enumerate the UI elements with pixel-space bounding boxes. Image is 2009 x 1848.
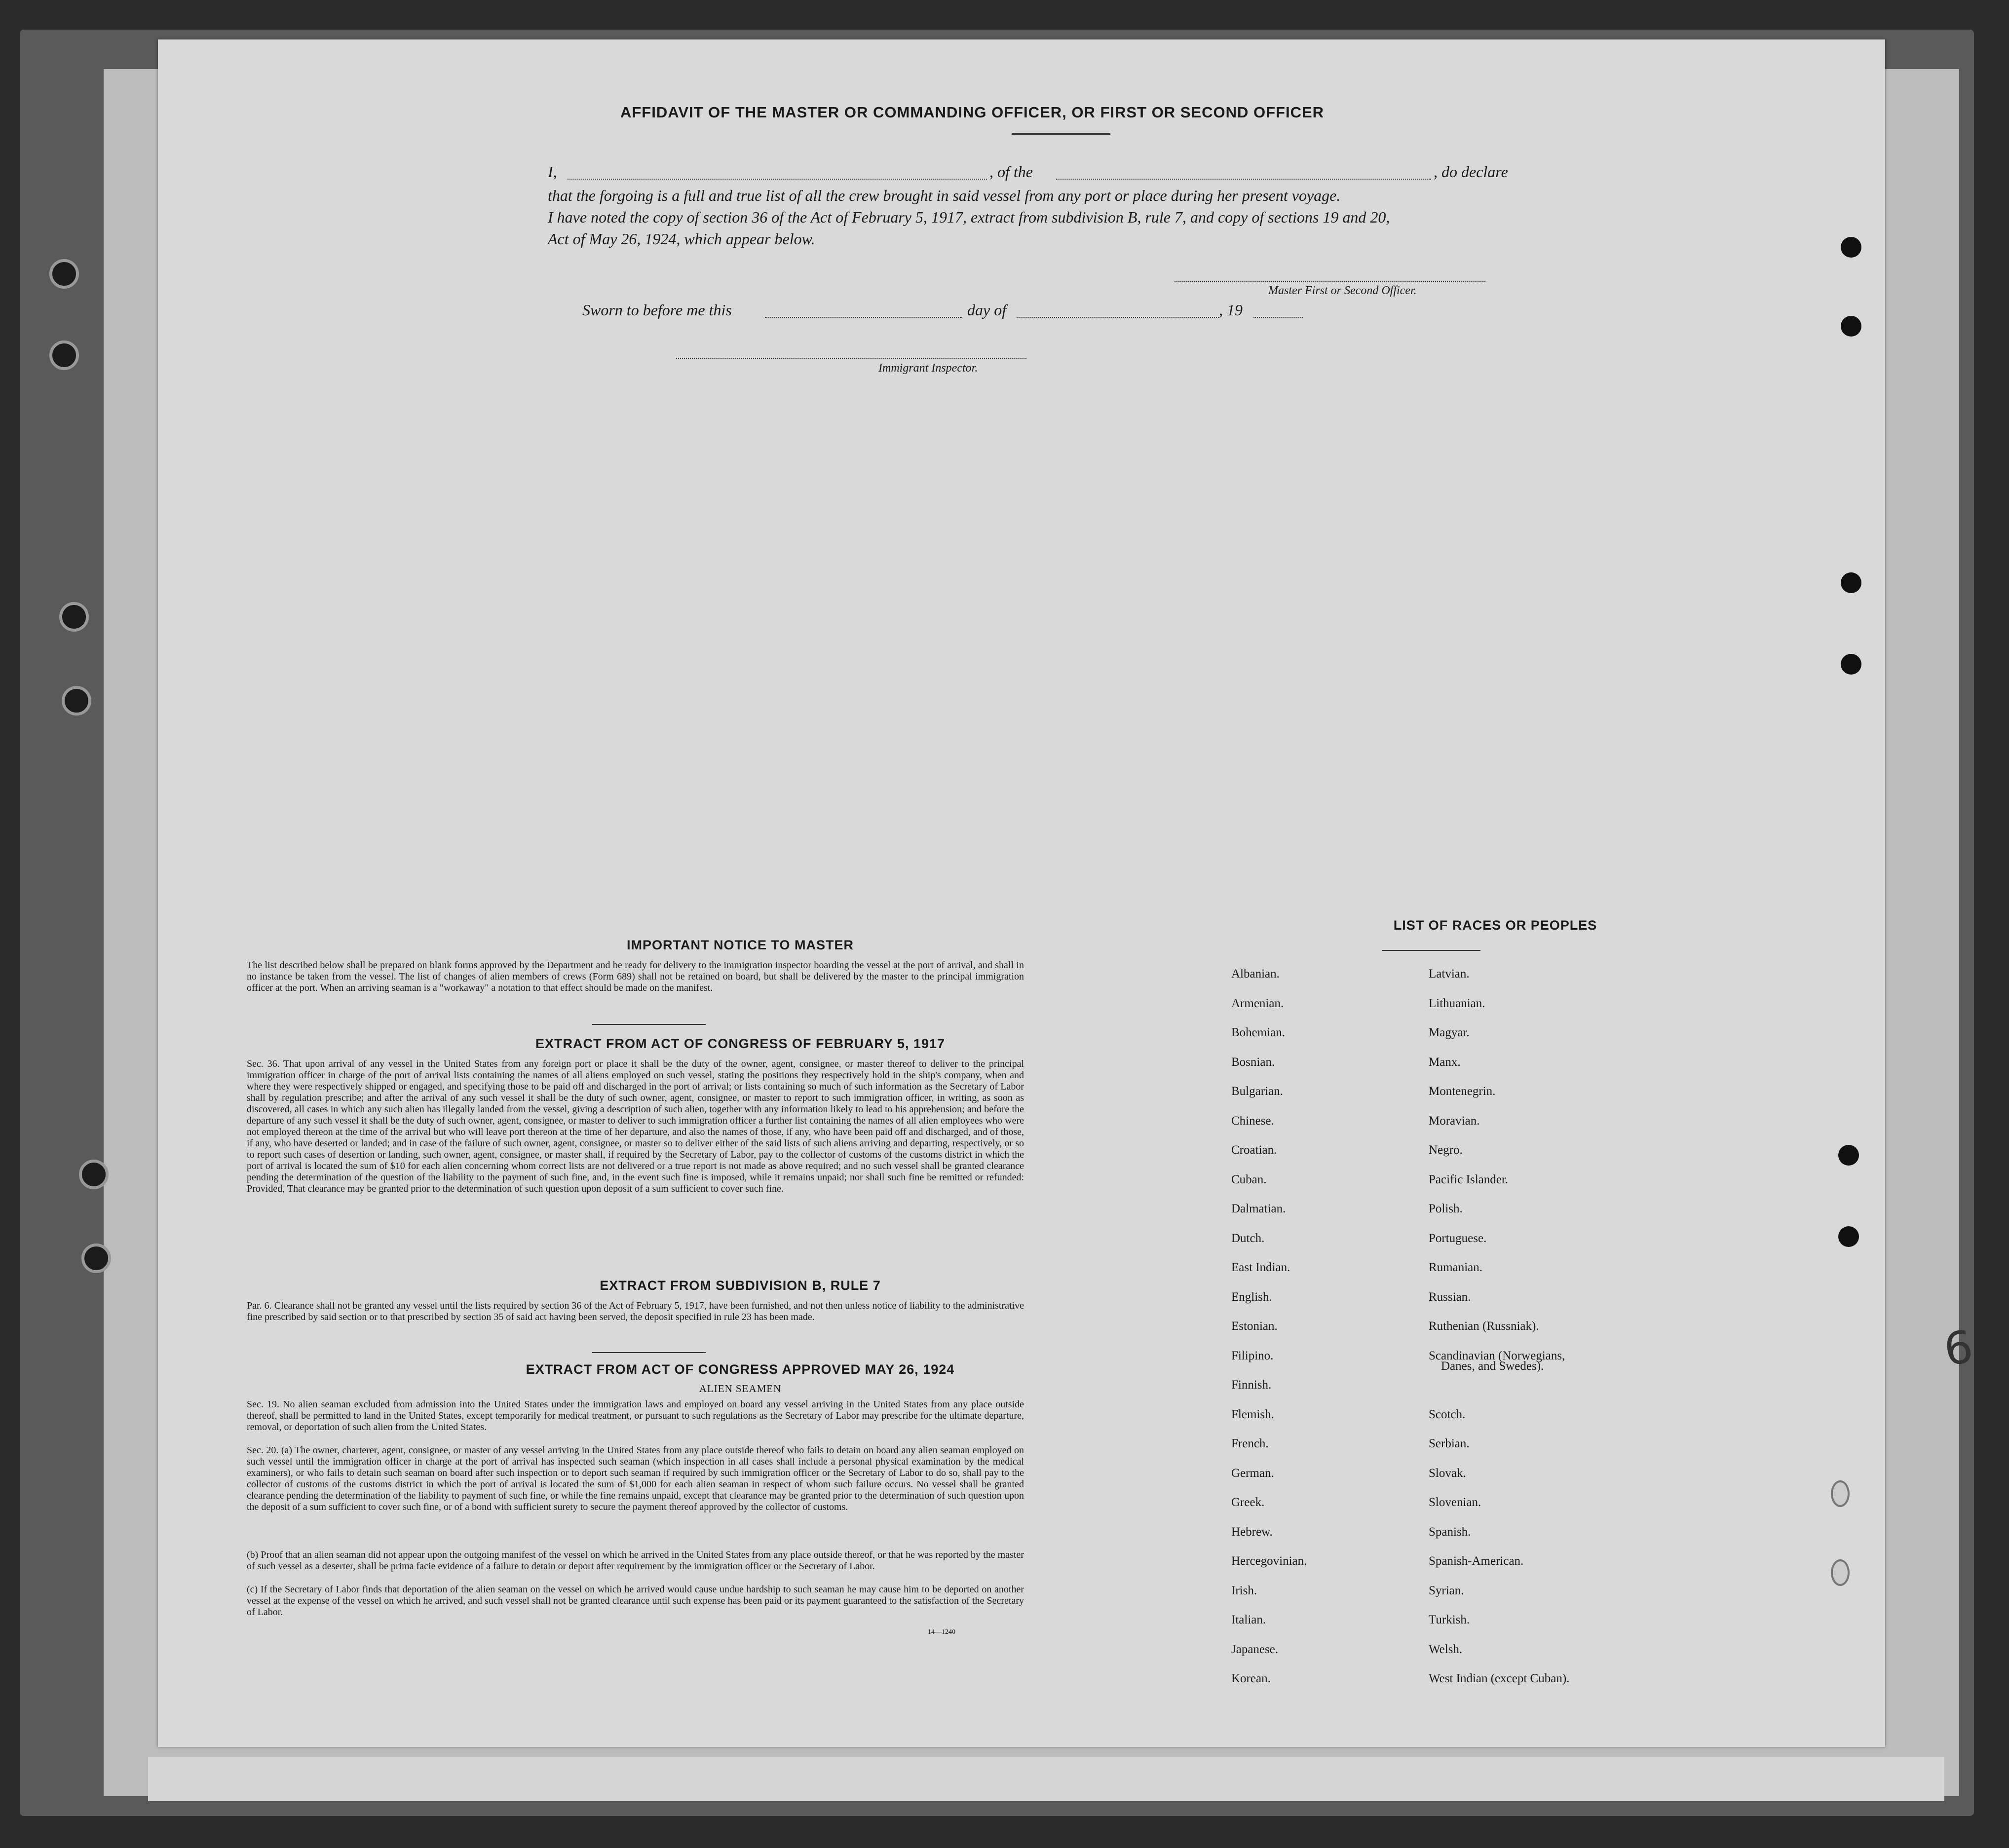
race-item: Cuban. (1231, 1172, 1267, 1186)
race-item: Italian. (1231, 1613, 1266, 1626)
race-item: Moravian. (1429, 1114, 1480, 1128)
race-item: Polish. (1429, 1202, 1463, 1215)
race-item: Welsh. (1429, 1642, 1463, 1656)
punch-hole (1841, 572, 1861, 593)
binding-hole (81, 1244, 111, 1273)
declaration-line-1 (548, 163, 557, 181)
race-item: Lithuanian. (1429, 996, 1485, 1010)
race-item: German. (1231, 1466, 1274, 1480)
race-item: Scandinavian (Norwegians, (1429, 1349, 1565, 1362)
race-item: Ruthenian (Russniak). (1429, 1320, 1539, 1333)
declaration-line-4: Act of May 26, 1924, which appear below. (548, 230, 815, 248)
handwritten-margin-mark: 6 (1940, 1320, 1976, 1376)
race-item: Croatian. (1231, 1143, 1277, 1157)
race-item: Portuguese. (1429, 1231, 1487, 1245)
race-item: Syrian. (1429, 1584, 1464, 1597)
punch-hole (1841, 237, 1861, 258)
sworn-prefix: Sworn to before me this (582, 301, 732, 319)
reinforcement-ring (1831, 1559, 1850, 1586)
race-item: Estonian. (1231, 1320, 1278, 1333)
race-item: English. (1231, 1290, 1272, 1304)
binding-hole (49, 259, 79, 289)
race-item: Scotch. (1429, 1407, 1466, 1421)
race-item: Serbian. (1429, 1437, 1470, 1450)
notice-title: IMPORTANT NOTICE TO MASTER (627, 938, 854, 952)
rule-7-body: Par. 6. Clearance shall not be granted any vessel until the lists required by section 36 of the Act of February 5, 1917, have been furnished, and not then unless notice of liability to the administrative fine prescribed by said section or to that prescribed by section 35 of said act having been served, the deposit specified in rule 23 has been made. (247, 1300, 1024, 1322)
punch-hole (1838, 1145, 1859, 1166)
reinforcement-ring (1831, 1480, 1850, 1507)
binding-hole (49, 340, 79, 370)
race-item: Greek. (1231, 1496, 1265, 1509)
declaration-declare: , do declare (1434, 163, 1508, 181)
punch-hole (1841, 654, 1861, 675)
underlying-sheet-edge (148, 1757, 1944, 1801)
race-item: Bohemian. (1231, 1026, 1286, 1039)
form-number: 14—1240 (928, 1628, 955, 1636)
declaration-i: I, (548, 163, 557, 181)
inspector-signature-line[interactable] (676, 358, 1026, 359)
rule-7-title: EXTRACT FROM SUBDIVISION B, RULE 7 (600, 1278, 881, 1293)
race-item: Pacific Islander. (1429, 1172, 1509, 1186)
affidavit-title: AFFIDAVIT OF THE MASTER OR COMMANDING OFFICER, OR FIRST OR SECOND OFFICER (620, 104, 1325, 121)
race-item: West Indian (except Cuban). (1429, 1672, 1570, 1685)
extract-1924-title: EXTRACT FROM ACT OF CONGRESS APPROVED MAY 26, 1924 (526, 1362, 955, 1377)
race-item: Hebrew. (1231, 1525, 1273, 1539)
race-item: Albanian. (1231, 967, 1280, 981)
binding-hole (59, 602, 89, 632)
name-blank[interactable] (568, 179, 987, 180)
race-item: Magyar. (1429, 1026, 1470, 1039)
race-item: Bulgarian. (1231, 1085, 1283, 1098)
race-item: Spanish. (1429, 1525, 1471, 1539)
extract-1917-body: Sec. 36. That upon arrival of any vessel in the United States from any foreign port or place it shall be the duty of the owner, agent, consignee, or master thereof to deliver to the principal immigration officer in charge of the port of arrival lists containing the names of all aliens employed on such vessel, stating the positions they respectively hold in the ship's company, when and where they were respectively shipped or engaged, and specifying those to be paid off and discharged in the port of arrival; or lists containing so much of such information as the Secretary of Labor shall by regulation prescribe; and after the arrival of any such vessel it shall be the duty of such owner, agent, consignee, or master to report to such immigration officer, in writing, as soon as discovered, all cases in which any such alien has illegally landed from the vessel, giving a description of such alien, together with any information likely to lead to his apprehension; and before the departure of any such vessel it shall be the duty of such owner, agent, consignee, or master to deliver to such immigration officer a further list containing the names of all alien employees who were not employed thereon at the time of the arrival but who will leave port thereon at the time of her departure, and also the names of those, if any, who have been paid off and discharged, and of those, if any, who have deserted or landed; and in case of the failure of such owner, agent, consignee, or master so to deliver either of the said lists of such aliens arriving and departing, respectively, or so to report such cases of desertion or landing, such owner, agent, consignee, or master shall, if required by the Secretary of Labor, pay to the collector of customs of the customs district in which the port of arrival is located the sum of $10 for each alien concerning whom correct lists are not delivered or a true report is not made as above required; and no such vessel shall be granted clearance pending the determination of the question of the liability to the payment of such fine, and, in the event such fine is imposed, while it remains unpaid; nor shall such fine be remitted or refunded: Provided, That clearance may be granted prior to the determination of such question upon deposit of a sum sufficient to cover such fine. (247, 1058, 1024, 1194)
race-item: Chinese. (1231, 1114, 1274, 1128)
race-item: Flemish. (1231, 1407, 1274, 1421)
race-item: Negro. (1429, 1143, 1463, 1157)
sec-19-body: Sec. 19. No alien seaman excluded from admission into the United States under the immigration laws and employed on board any vessel arriving in the United States from any place outside thereof, shall be permitted to land in the United States, except temporarily for medical treatment, or pursuant to such regulations as the Secretary of Labor may prescribe for the ultimate departure, removal, or deportation of such alien from the United States. (247, 1399, 1024, 1433)
alien-seamen-subtitle: ALIEN SEAMEN (699, 1383, 782, 1395)
sec-20a-body: Sec. 20. (a) The owner, charterer, agent, consignee, or master of any vessel arriving in the United States from any place outside thereof who fails to detain on board any alien seaman employed on such vessel until the immigration officer in charge at the port of arrival has inspected such seaman (which inspection in all cases shall include a personal physical examination by the medical examiners), or who fails to detain such seaman on board after such inspection or to deport such seaman if required by such immigration officer or the Secretary of Labor to do so, shall pay to the collector of customs of the customs district in which the port of arrival is located the sum of $1,000 for each alien seaman in respect of whom such failure occurs. No vessel shall be granted clearance pending the determination of the liability to payment of such fine, or while the fine remains unpaid, except that clearance may be granted prior to the determination of such question upon the deposit of a sum sufficient to cover such fine, or of a bond with sufficient surety to secure the payment thereof approved by the collector of customs. (247, 1445, 1024, 1512)
race-item: Turkish. (1429, 1613, 1470, 1626)
sworn-year: , 19 (1219, 301, 1243, 319)
race-item: Rumanian. (1429, 1261, 1483, 1274)
races-scandinavian-continued: Danes, and Swedes). (1441, 1359, 1544, 1373)
sworn-month-blank[interactable] (1017, 317, 1219, 318)
race-item: Montenegrin. (1429, 1085, 1496, 1098)
notice-body: The list described below shall be prepared on blank forms approved by the Department and be ready for delivery to the immigration inspector boarding the vessel at the port of arrival, and shall in no instance be taken from the vessel. The list of changes of alien members of crews (Form 689) shall not be retained on board, but shall be delivered by the master to the principal immigration officer at the port. When an arriving seaman is a "workaway" a notation to that effect should be made on the manifest. (247, 960, 1024, 993)
punch-hole (1838, 1226, 1859, 1247)
master-caption: Master First or Second Officer. (1268, 284, 1417, 297)
declaration-line-2: that the forgoing is a full and true list of all the crew brought in said vessel from any port or place during her present voyage. (548, 187, 1341, 204)
race-item: Hercegovinian. (1231, 1554, 1307, 1568)
race-item: French. (1231, 1437, 1269, 1450)
manifest-page (158, 39, 1976, 1747)
master-signature-line[interactable] (1175, 281, 1485, 282)
sworn-day-blank[interactable] (765, 317, 962, 318)
sec-20c-body: (c) If the Secretary of Labor finds that deportation of the alien seaman on the vessel on which he arrived would cause undue hardship to such seaman he may cause him to be deported on another vessel at the expense of the vessel on which he arrived, and such vessel shall not be granted clearance until such expense has been paid or its payment guaranteed to the satisfaction of the Secretary of Labor. (247, 1584, 1024, 1618)
race-item: Slovak. (1429, 1466, 1466, 1480)
sec-20b-body: (b) Proof that an alien seaman did not appear upon the outgoing manifest of the vessel on which he arrived in the United States from any place outside thereof, or that he was reported by the master of such vessel as a deserter, shall be prima facie evidence of a failure to detain or deport after requirement by the immigration officer or the Secretary of Labor. (247, 1549, 1024, 1572)
races-rule (1382, 950, 1480, 951)
race-item: East Indian. (1231, 1261, 1290, 1274)
race-item: Slovenian. (1429, 1496, 1481, 1509)
race-item: Finnish. (1231, 1378, 1272, 1392)
binding-hole (79, 1160, 109, 1189)
declaration-line-3: I have noted the copy of section 36 of the Act of February 5, 1917, extract from subdivision B, rule 7, and copy of sections 19 and 20, (548, 208, 1390, 226)
sworn-day-of: day of (967, 301, 1007, 319)
title-rule (1012, 133, 1110, 135)
race-item: Bosnian. (1231, 1055, 1275, 1069)
rule-7-rule (592, 1352, 706, 1353)
race-item: Filipino. (1231, 1349, 1274, 1362)
race-item: Dutch. (1231, 1231, 1265, 1245)
sworn-year-blank[interactable] (1253, 317, 1303, 318)
notice-rule (592, 1024, 706, 1025)
race-item: Irish. (1231, 1584, 1257, 1597)
race-item: Russian. (1429, 1290, 1471, 1304)
race-item: Korean. (1231, 1672, 1271, 1685)
races-title: LIST OF RACES OR PEOPLES (1393, 918, 1597, 933)
race-item: Japanese. (1231, 1642, 1279, 1656)
binding-hole (62, 686, 91, 716)
race-item: Latvian. (1429, 967, 1470, 981)
race-item: Armenian. (1231, 996, 1284, 1010)
inspector-caption: Immigrant Inspector. (878, 362, 978, 375)
vessel-blank[interactable] (1056, 179, 1431, 180)
race-item: Spanish-American. (1429, 1554, 1524, 1568)
declaration-of-the: , of the (989, 163, 1033, 181)
extract-1917-title: EXTRACT FROM ACT OF CONGRESS OF FEBRUARY 5, 1917 (535, 1036, 946, 1051)
race-item: Manx. (1429, 1055, 1461, 1069)
race-item: Dalmatian. (1231, 1202, 1286, 1215)
punch-hole (1841, 316, 1861, 337)
